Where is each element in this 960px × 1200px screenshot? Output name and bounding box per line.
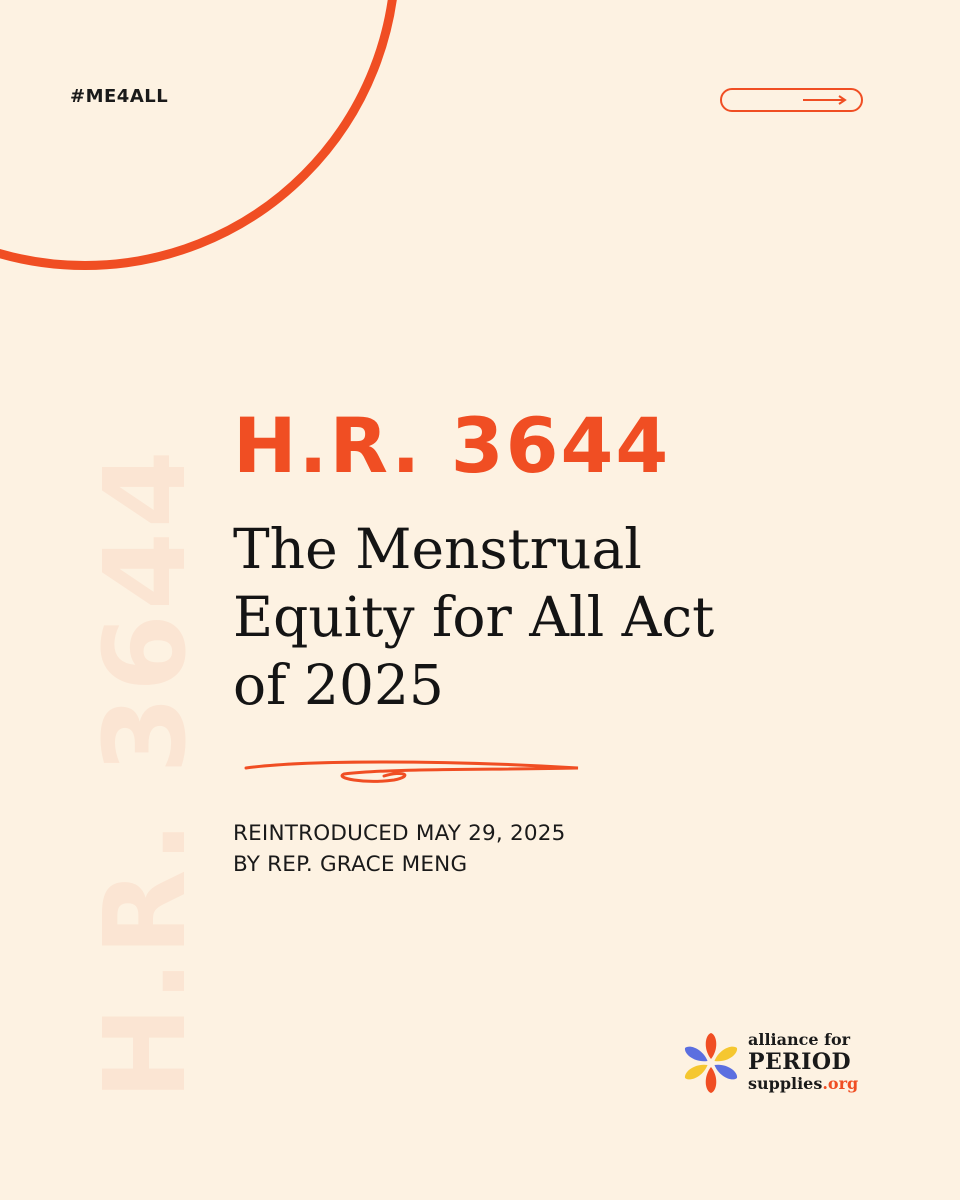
hashtag-label: #ME4ALL: [70, 86, 169, 107]
decorative-circle: [0, 0, 400, 270]
sponsor-name: BY REP. GRACE MENG: [233, 852, 468, 877]
flower-logo-icon: [678, 1030, 744, 1096]
reintroduction-details: [233, 818, 566, 880]
arrow-button[interactable]: [720, 88, 863, 112]
logo-line-period: PERIOD: [748, 1049, 852, 1075]
logo-line-supplies: supplies: [748, 1074, 823, 1093]
vertical-watermark: H.R. 3644: [81, 446, 211, 1100]
bill-number: H.R. 3644: [233, 401, 671, 490]
squiggle-underline: [244, 756, 584, 796]
act-title-line: The Menstrual: [233, 517, 642, 581]
logo-line-alliance: alliance for: [748, 1030, 851, 1049]
act-title-line: of 2025: [233, 653, 444, 717]
reintroduced-date: REINTRODUCED MAY 29, 2025: [233, 821, 566, 846]
logo-wordmark: [748, 1032, 858, 1092]
act-title: [233, 515, 793, 719]
arrow-right-icon: [802, 94, 848, 106]
alliance-logo: [678, 1030, 878, 1100]
logo-line-org: .org: [822, 1074, 859, 1093]
act-title-line: Equity for All Act: [233, 585, 715, 649]
